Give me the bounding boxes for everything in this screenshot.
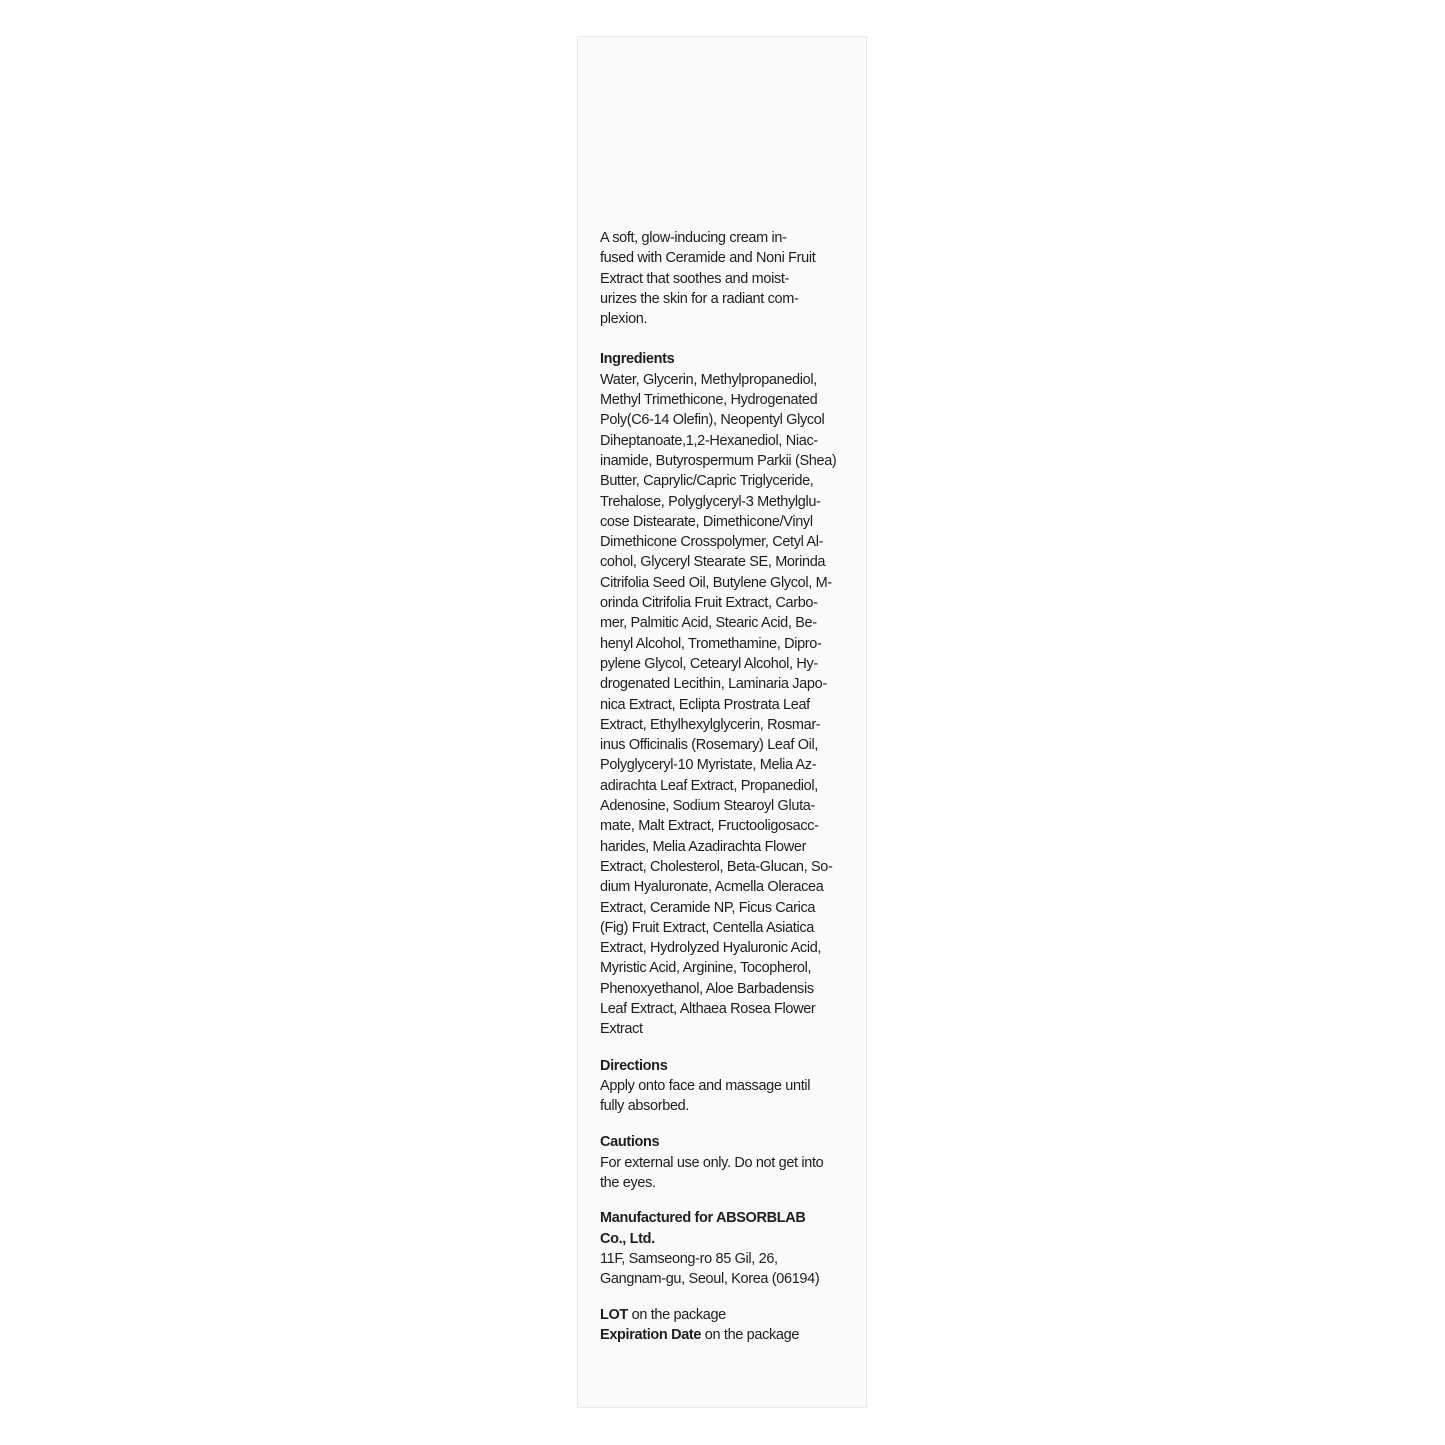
ingredients-line: Adenosine, Sodium Stearoyl Gluta- xyxy=(600,798,815,815)
ingredients-line: Myristic Acid, Arginine, Tocopherol, xyxy=(600,960,812,977)
ingredients-line: Citrifolia Seed Oil, Butylene Glycol, M- xyxy=(600,574,832,591)
ingredients-line: pylene Glycol, Cetearyl Alcohol, Hy- xyxy=(600,655,818,672)
ingredients-line: Diheptanoate,1,2-Hexanediol, Niac- xyxy=(600,432,818,449)
package-info-section xyxy=(600,1305,846,1346)
lot-text: on the package xyxy=(627,1306,726,1323)
ingredients-line: Extract, Cholesterol, Beta-Glucan, So- xyxy=(600,858,833,875)
description-line: fused with Ceramide and Noni Fruit xyxy=(600,250,816,267)
product-description xyxy=(600,228,846,329)
lot-info xyxy=(600,1305,846,1325)
ingredients-line: Leaf Extract, Althaea Rosea Flower xyxy=(600,1000,816,1017)
product-label-text xyxy=(600,228,846,1345)
ingredients-line: Butter, Caprylic/Capric Triglyceride, xyxy=(600,473,814,490)
ingredients-line: Extract xyxy=(600,1021,643,1038)
ingredients-line: (Fig) Fruit Extract, Centella Asiatica xyxy=(600,919,814,936)
ingredients-line: cohol, Glyceryl Stearate SE, Morinda xyxy=(600,554,826,571)
directions-heading: Directions xyxy=(600,1057,668,1074)
manufacturer-name: Co., Ltd. xyxy=(600,1230,655,1247)
description-line: A soft, glow-inducing cream in- xyxy=(600,230,787,246)
expiration-label: Expiration Date xyxy=(600,1326,702,1343)
expiration-text: on the package xyxy=(701,1326,800,1343)
ingredients-line: mer, Palmitic Acid, Stearic Acid, Be- xyxy=(600,615,817,632)
cautions-heading: Cautions xyxy=(600,1134,660,1151)
ingredients-line: Extract, Hydrolyzed Hyaluronic Acid, xyxy=(600,940,822,957)
ingredients-line: adirachta Leaf Extract, Propanediol, xyxy=(600,777,818,794)
cautions-line: the eyes. xyxy=(600,1175,656,1192)
ingredients-line: Trehalose, Polyglyceryl-3 Methylglu- xyxy=(600,493,821,510)
ingredients-line: Polyglyceryl-10 Myristate, Melia Az- xyxy=(600,757,817,774)
lot-label: LOT xyxy=(600,1306,628,1323)
cautions-line: For external use only. Do not get into xyxy=(600,1154,824,1171)
description-line: Extract that soothes and moist- xyxy=(600,270,790,287)
ingredients-line: nica Extract, Eclipta Prostrata Leaf xyxy=(600,696,810,713)
ingredients-line: orinda Citrifolia Fruit Extract, Carbo- xyxy=(600,595,818,612)
manufacturer-address: Gangnam-gu, Seoul, Korea (06194) xyxy=(600,1271,820,1288)
ingredients-line: inus Officinalis (Rosemary) Leaf Oil, xyxy=(600,737,819,754)
manufacturer-section xyxy=(600,1208,846,1289)
ingredients-line: Poly(C6-14 Olefin), Neopentyl Glycol xyxy=(600,412,825,429)
ingredients-line: Phenoxyethanol, Aloe Barbadensis xyxy=(600,980,814,997)
ingredients-line: dium Hyaluronate, Acmella Oleracea xyxy=(600,879,824,896)
ingredients-line: drogenated Lecithin, Laminaria Japo- xyxy=(600,676,827,693)
directions-line: fully absorbed. xyxy=(600,1098,690,1115)
ingredients-line: harides, Melia Azadirachta Flower xyxy=(600,838,807,855)
cautions-section xyxy=(600,1132,846,1193)
description-line: urizes the skin for a radiant com- xyxy=(600,290,799,307)
expiration-info xyxy=(600,1325,846,1345)
directions-line: Apply onto face and massage until xyxy=(600,1077,811,1094)
description-line: plexion. xyxy=(600,311,648,328)
ingredients-section xyxy=(600,349,846,1039)
ingredients-line: Water, Glycerin, Methylpropanediol, xyxy=(600,371,817,388)
ingredients-line: Dimethicone Crosspolymer, Cetyl Al- xyxy=(600,534,824,551)
ingredients-line: mate, Malt Extract, Fructooligosacc- xyxy=(600,818,819,835)
manufacturer-name: Manufactured for ABSORBLAB xyxy=(600,1210,806,1227)
directions-section xyxy=(600,1056,846,1117)
ingredients-heading: Ingredients xyxy=(600,351,675,368)
ingredients-line: Extract, Ethylhexylglycerin, Rosmar- xyxy=(600,716,821,733)
manufacturer-address: 11F, Samseong-ro 85 Gil, 26, xyxy=(600,1250,778,1267)
ingredients-line: Methyl Trimethicone, Hydrogenated xyxy=(600,392,818,409)
ingredients-line: Extract, Ceramide NP, Ficus Carica xyxy=(600,899,816,916)
ingredients-line: inamide, Butyrospermum Parkii (Shea) xyxy=(600,452,837,469)
ingredients-line: henyl Alcohol, Tromethamine, Dipro- xyxy=(600,635,822,652)
ingredients-line: cose Distearate, Dimethicone/Vinyl xyxy=(600,513,813,530)
